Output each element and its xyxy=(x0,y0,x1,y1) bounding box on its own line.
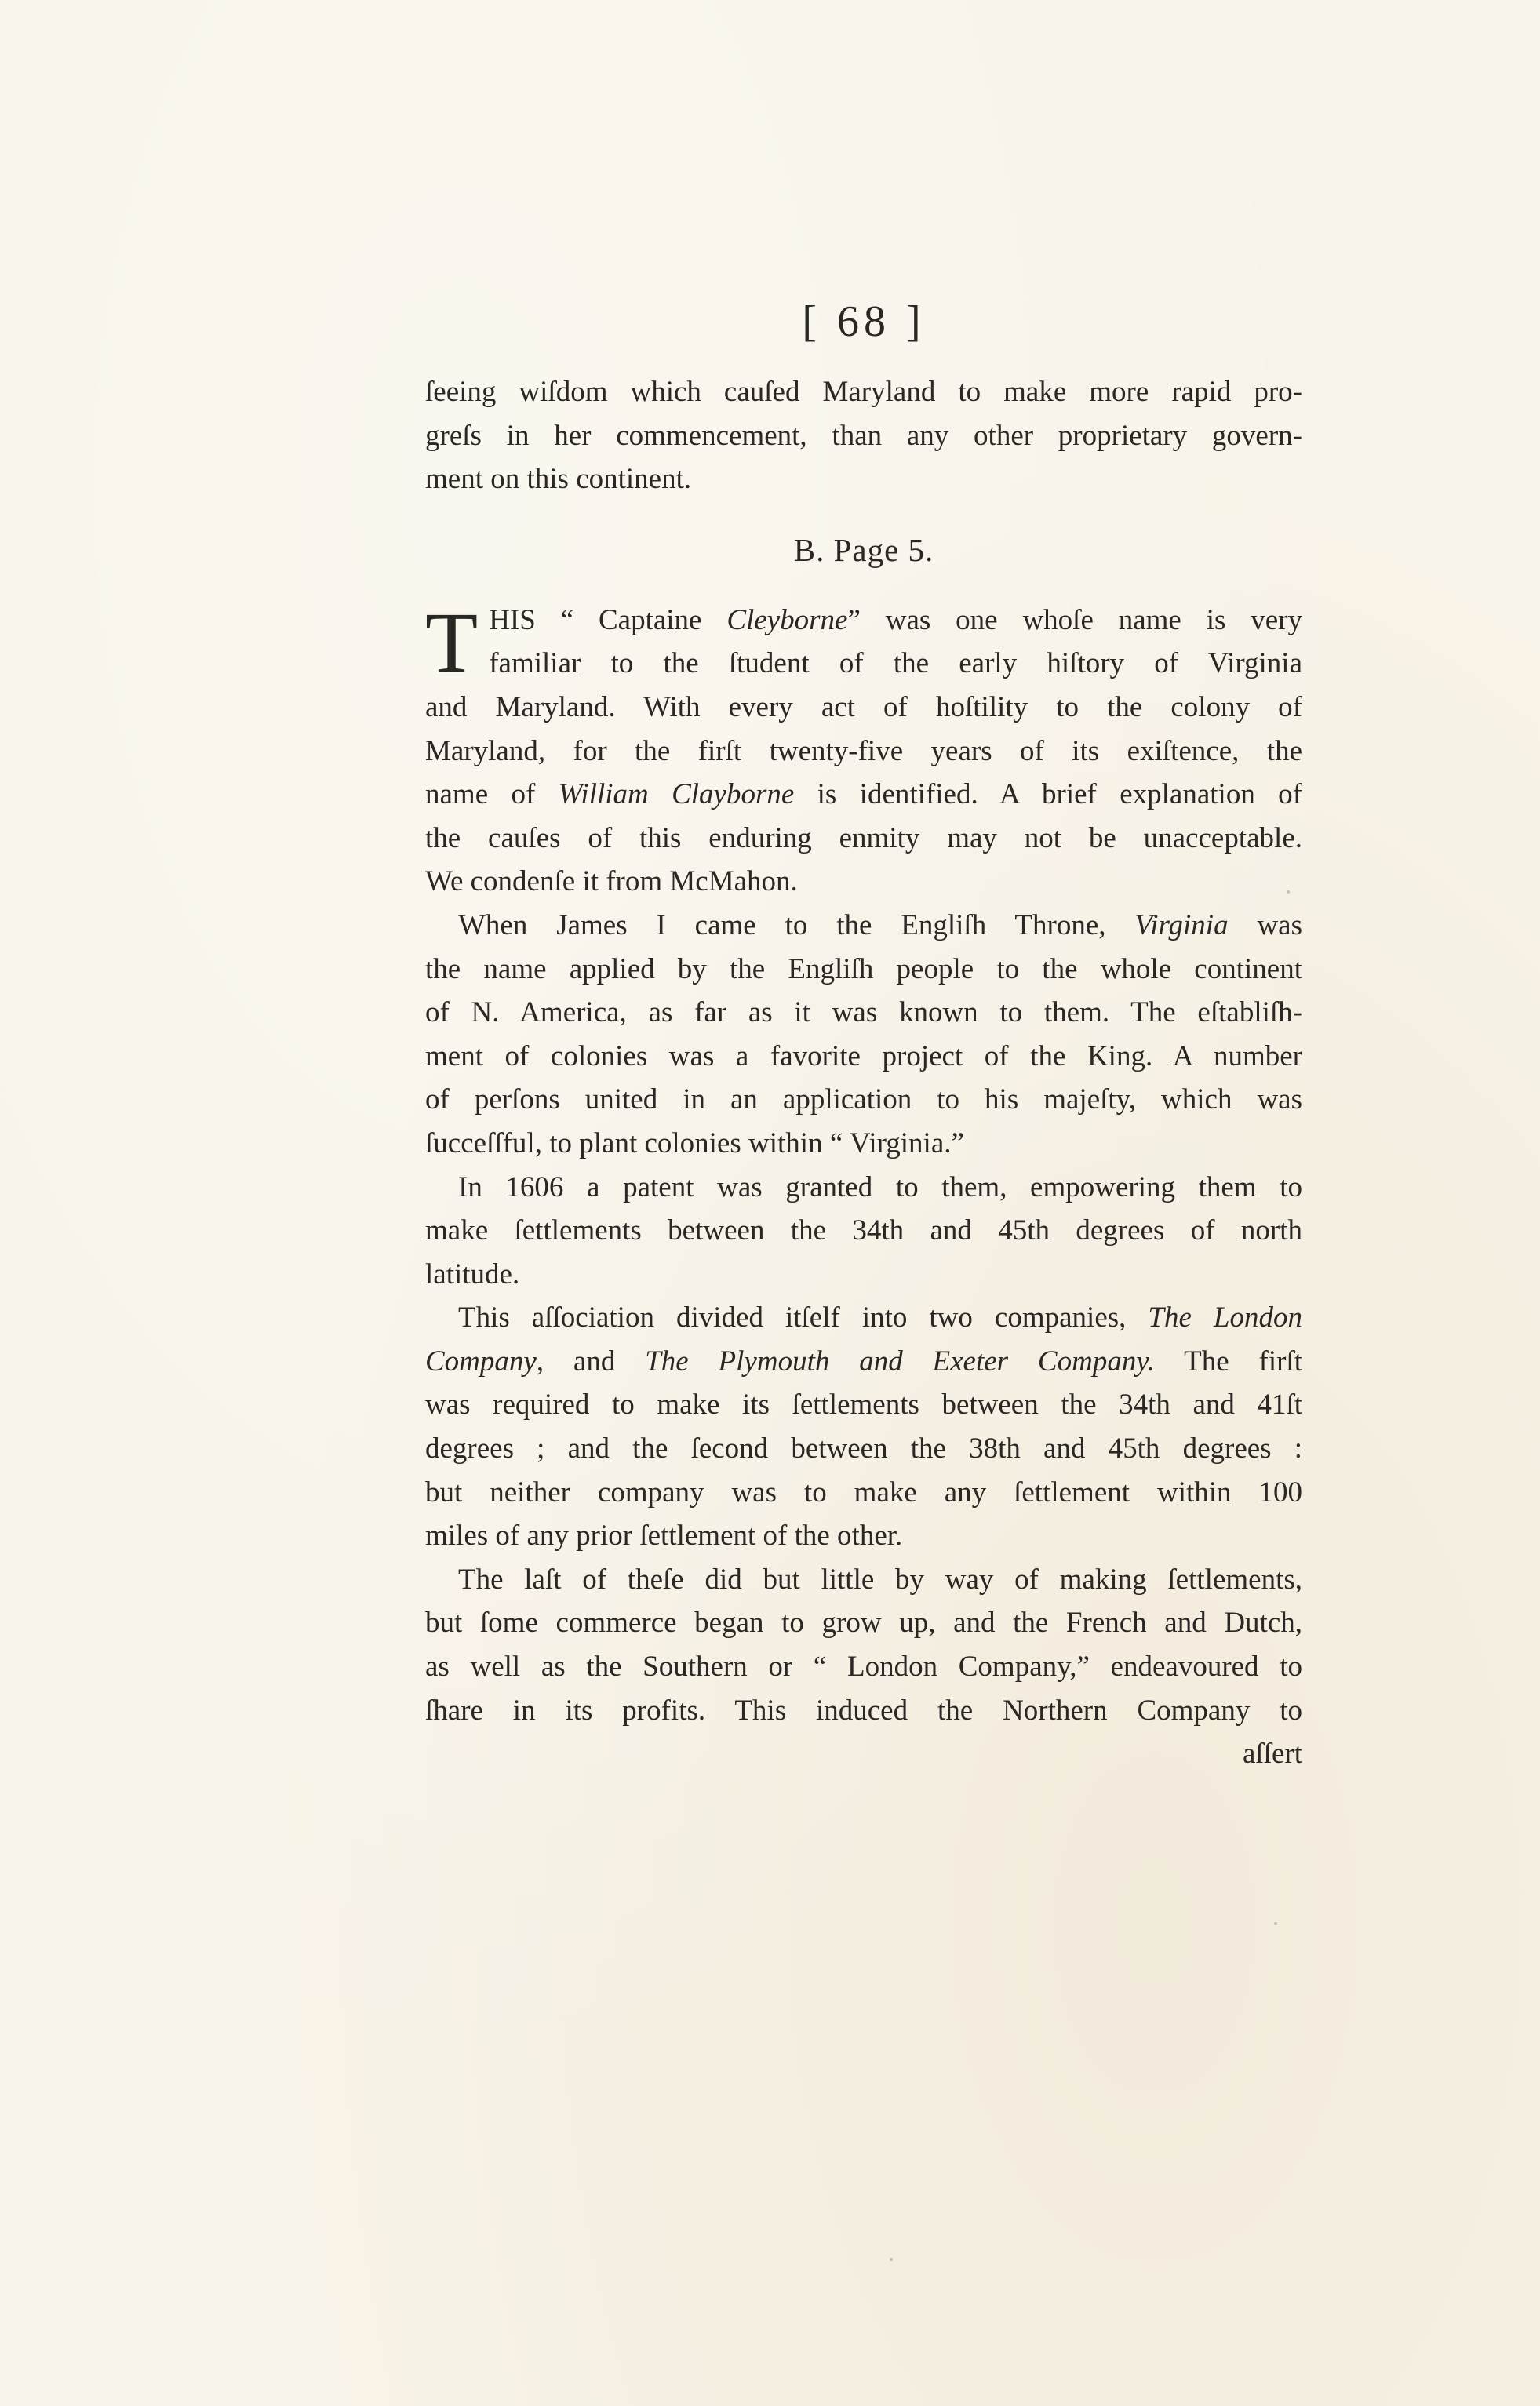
text-line: familiar to the ſtudent of the early hiſtory of Virginia xyxy=(489,647,1302,680)
text-line: ſhare in its profits. This induced the Northern Company to xyxy=(425,1694,1302,1727)
text-line: In 1606 a patent was granted to them, empowering them to xyxy=(458,1170,1302,1203)
text-line: greſs in her commencement, than any other proprietary govern- xyxy=(425,419,1302,452)
drop-cap: T xyxy=(425,594,479,690)
paragraph-2 xyxy=(425,904,1302,1166)
text-line: name of William Clayborne is identified. A brief explanation of xyxy=(425,778,1302,811)
text-line: ment of colonies was a favorite project of the King. A number xyxy=(425,1039,1302,1072)
paragraph-3 xyxy=(425,1166,1302,1297)
text-line: ſucceſſful, to plant colonies within “ Virginia.” xyxy=(425,1127,964,1159)
text-line: The laſt of theſe did but little by way of making ſettlements, xyxy=(458,1563,1302,1596)
text-line: but neither company was to make any ſettlement within 100 xyxy=(425,1476,1302,1509)
text-line: and Maryland. With every act of hoſtility to the colony of xyxy=(425,690,1302,723)
paper-speck xyxy=(1274,1922,1277,1925)
page-folio xyxy=(425,290,1302,353)
paragraph-1 xyxy=(425,594,1303,904)
text-line: the name applied by the Engliſh people to the whole continent xyxy=(425,952,1302,985)
text-line: ſeeing wiſdom which cauſed Maryland to make more rapid pro- xyxy=(425,376,1302,408)
text-line: miles of any prior ſettlement of the other. xyxy=(425,1520,903,1552)
text-line: We condenſe it from McMahon. xyxy=(425,865,798,898)
text-line: HIS “ Captaine Cleyborne” was one whoſe name is very xyxy=(489,603,1303,636)
text-line: When James I came to the Engliſh Throne, Virginia was xyxy=(458,908,1302,941)
text-line: of N. America, as far as it was known to them. The eſtabliſh- xyxy=(425,996,1302,1029)
text-line: as well as the Southern or “ London Company,” endeavoured to xyxy=(425,1651,1302,1683)
catchword: aſſert xyxy=(1242,1738,1302,1771)
text-line: but ſome commerce began to grow up, and the French and Dutch, xyxy=(425,1607,1302,1640)
text-line: Maryland, for the firſt twenty-five years of its exiſtence, the xyxy=(425,734,1302,767)
text-line: make ſettlements between the 34th and 45th degrees of north xyxy=(425,1214,1302,1247)
opening-paragraph xyxy=(425,370,1302,501)
page-number: 68 xyxy=(837,297,890,346)
folio-left-bracket: [ xyxy=(802,297,821,346)
text-block xyxy=(425,290,1302,1776)
paper-speck xyxy=(890,2258,893,2261)
text-line: the cauſes of this enduring enmity may not be unacceptable. xyxy=(425,821,1302,854)
text-line: degrees ; and the ſecond between the 38th and 45th degrees : xyxy=(425,1432,1302,1465)
section-heading: B. Page 5. xyxy=(793,531,934,568)
paper-speck xyxy=(1287,890,1290,894)
text-line: ment on this continent. xyxy=(425,463,692,496)
text-line: This aſſociation divided itſelf into two companies, The London xyxy=(458,1301,1303,1334)
paragraph-5 xyxy=(425,1558,1302,1732)
text-line: was required to make its ſettlements between the 34th and 41ſt xyxy=(425,1389,1302,1421)
text-line: Company, and The Plymouth and Exeter Company. The firſt xyxy=(425,1345,1302,1378)
paragraph-4 xyxy=(425,1296,1302,1558)
text-line: of perſons united in an application to his majeſty, which was xyxy=(425,1083,1302,1116)
folio-right-bracket: ] xyxy=(906,297,926,346)
text-line: latitude. xyxy=(425,1258,520,1290)
